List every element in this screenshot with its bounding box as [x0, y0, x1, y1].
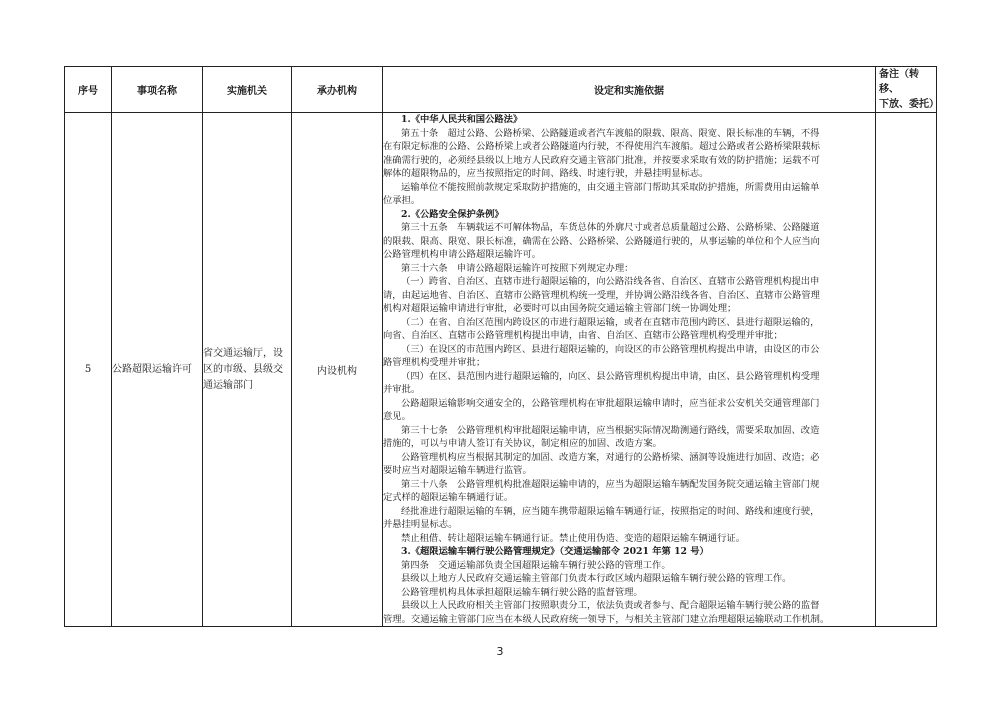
basis-line: 准确需行驶的，必须经县级以上地方人民政府交通主管部门批准，并按要求采取有效的防护措施；运载不可	[383, 154, 820, 166]
basis-line: 的限载、限高、限宽、限长标准，确需在公路、公路桥梁、公路隧道行驶的，从事运输的单位和个人应当向	[383, 235, 820, 247]
basis-heading: 2.《公路安全保护条例》	[401, 208, 504, 220]
header-item-name: 事项名称	[112, 67, 203, 113]
basis-line: 第三十七条 公路管理机构审批超限运输申请，应当根据实际情况勘测通行路线，需要采取加固、改造	[401, 424, 820, 436]
basis-line: 并悬挂明显标志。	[383, 519, 458, 530]
basis-line: 公路超限运输影响交通安全的，公路管理机构在审批超限运输申请时，应当征求公安机关交通管理部门	[401, 397, 820, 409]
basis-line: 在有限定标准的公路、公路桥梁上或者公路隧道内行驶，不得使用汽车渡船。超过公路或者公路桥梁限载标	[383, 141, 820, 152]
basis-line: 管理。交通运输主管部门应当在本级人民政府统一领导下，与相关主管部门建立治理超限运输联动工作机制。	[383, 613, 830, 625]
basis-line: 机构对超限运输申请进行审批，必要时可以由国务院交通运输主管部门统一协调处理；	[383, 303, 737, 314]
basis-line: 第四条 交通运输部负责全国超限运输车辆行驶公路的管理工作。	[401, 559, 671, 571]
basis-line: （三）在设区的市范围内跨区、县进行超限运输的，向设区的市公路管理机构提出申请，由设区的市公	[401, 343, 820, 355]
table-row	[65, 113, 937, 627]
header-agency: 实施机关	[203, 67, 292, 113]
basis-line: 第五十条 超过公路、公路桥梁、公路隧道或者汽车渡船的限载、限高、限宽、限长标准的车辆，不得	[401, 127, 820, 139]
basis-line: 位承担。	[383, 195, 421, 206]
basis-line: 第三十五条 车辆载运不可解体物品，车货总体的外廓尺寸或者总质量超过公路、公路桥梁、公路隧道	[401, 222, 820, 233]
header-basis: 设定和实施依据	[383, 67, 876, 113]
row-agency: 省交通运输厅，设区的市级、县级交通运输部门	[203, 113, 292, 627]
basis-line: 解体的超限物品的，应当按照指定的时间、路线、时速行驶，并悬挂明显标志。	[383, 168, 709, 179]
header-handling-org: 承办机构	[292, 67, 383, 113]
basis-line: 公路管理机构具体承担超限运输车辆行驶公路的监督管理。	[401, 586, 643, 598]
basis-line: 经批准进行超限运输的车辆，应当随车携带超限运输车辆通行证，按照指定的时间、路线和速度行驶，	[401, 505, 820, 517]
basis-line: （四）在区、县范围内进行超限运输的，向区、县公路管理机构提出申请，由区、县公路管理机构受理	[401, 370, 820, 382]
permit-table	[64, 66, 937, 627]
basis-line: 公路管理机构应当根据其制定的加固、改造方案，对通行的公路桥梁、涵洞等设施进行加固、改造；必	[401, 451, 820, 463]
basis-line: 运输单位不能按照前款规定采取防护措施的，由交通主管部门帮助其采取防护措施，所需费用由运输单	[401, 181, 820, 193]
basis-line: （一）跨省、自治区、直辖市进行超限运输的，向公路沿线各省、自治区、直辖市公路管理机构提出申	[401, 276, 820, 287]
table-header-row	[65, 67, 937, 113]
basis-line: 定式样的超限运输车辆通行证。	[383, 492, 514, 503]
basis-line: 县级以上地方人民政府交通运输主管部门负责本行政区域内超限运输车辆行驶公路的管理工作。	[401, 573, 792, 584]
basis-line: 请，由起运地省、自治区、直辖市公路管理机构统一受理，并协调公路沿线各省、自治区、直辖市公路管理	[383, 289, 820, 301]
basis-line: 第三十八条 公路管理机构批准超限运输申请的，应当为超限运输车辆配发国务院交通运输主管部门规	[401, 478, 820, 490]
basis-line: 要时应当对超限运输车辆进行监管。	[383, 465, 532, 476]
header-seq: 序号	[65, 67, 112, 113]
basis-line: 措施的，可以与申请人签订有关协议，制定相应的加固、改造方案。	[383, 438, 662, 449]
row-seq: 5	[65, 113, 112, 627]
basis-line: （二）在省、自治区范围内跨设区的市进行超限运输，或者在直辖市范围内跨区、县进行超限运输的，	[401, 316, 820, 328]
basis-line: 第三十六条 申请公路超限运输许可按照下列规定办理：	[401, 262, 634, 274]
page-number: 3	[496, 645, 504, 658]
basis-heading: 1.《中华人民共和国公路法》	[401, 114, 523, 125]
basis-line: 路管理机构受理并审批；	[383, 357, 486, 368]
row-remarks	[876, 113, 937, 627]
basis-heading: 3.《超限运输车辆行驶公路管理规定》（交通运输部令 2021 年第 12 号）	[401, 546, 709, 557]
basis-line: 县级以上人民政府相关主管部门按照职责分工，依法负责或者参与、配合超限运输车辆行驶公路的监督	[401, 600, 820, 611]
row-basis	[383, 113, 876, 627]
row-handling-org: 内设机构	[292, 113, 383, 627]
basis-line: 禁止租借、转让超限运输车辆通行证。禁止使用伪造、变造的超限运输车辆通行证。	[401, 532, 745, 544]
header-remarks	[876, 67, 937, 113]
basis-line: 并审批。	[383, 384, 421, 395]
header-remarks-line2: 下放、委托）	[879, 99, 939, 110]
basis-line: 向省、自治区、直辖市公路管理机构提出申请，由省、自治区、直辖市公路管理机构受理并审批；	[383, 330, 783, 341]
header-remarks-line1: 备注（转移、	[879, 69, 919, 95]
basis-line: 意见。	[383, 411, 411, 422]
row-item-name: 公路超限运输许可	[112, 113, 203, 627]
basis-line: 公路管理机构申请公路超限运输许可。	[383, 249, 542, 260]
